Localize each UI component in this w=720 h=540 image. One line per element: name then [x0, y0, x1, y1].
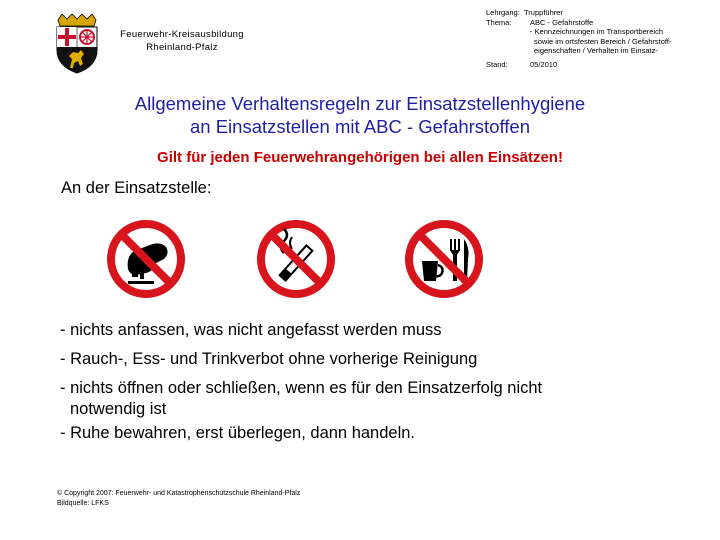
section-heading: An der Einsatzstelle: [61, 179, 212, 197]
rule-item-continuation: notwendig ist [70, 400, 167, 418]
topic-line: - Kennzeichnungen im Transportbereich [530, 27, 663, 37]
status-value: 05/2010 [530, 59, 558, 69]
rlp-coat-of-arms-icon [52, 14, 102, 74]
topic-line: ABC - Gefahrstoffe [530, 17, 594, 27]
title-line-1: Allgemeine Verhaltensregeln zur Einsatzstellenhygiene [134, 93, 586, 114]
rule-item: - nichts öffnen oder schließen, wenn es für den Einsatzerfolg nicht [60, 379, 543, 397]
footer [57, 489, 300, 509]
course-value: Truppführer [524, 8, 563, 17]
org-line-2: Rheinland-Pfalz [146, 42, 218, 53]
subtitle: Gilt für jeden Feuerwehrangehörigen bei allen Einsätzen! [157, 149, 563, 166]
rule-item: - Ruhe bewahren, erst überlegen, dann handeln. [60, 424, 415, 442]
topic-line: eigenschaften / Verhalten im Einsatz- [534, 46, 658, 56]
do-not-touch-icon [106, 219, 186, 299]
page-title [40, 92, 680, 138]
title-line-2: an Einsatzstellen mit ABC - Gefahrstoffen [189, 116, 531, 137]
rule-item: - nichts anfassen, was nicht angefasst werden muss [60, 321, 442, 339]
course-meta [486, 8, 714, 70]
status-label: Stand: [486, 59, 508, 69]
org-line-1: Feuerwehr-Kreisausbildung [120, 29, 244, 40]
course-label: Lehrgang: [486, 8, 520, 17]
topic-line: sowie im ortsfesten Bereich / Gefahrstoff- [534, 36, 672, 46]
no-eating-drinking-icon [404, 219, 484, 299]
image-source: Bildquelle: LFKS [57, 500, 109, 507]
copyright: © Copyright 2007: Feuerwehr- und Katastrophenschutzschule Rheinland-Pfalz [57, 490, 301, 497]
topic-label: Thema: [486, 17, 512, 27]
rule-item: - Rauch-, Ess- und Trinkverbot ohne vorherige Reinigung [60, 350, 478, 368]
organization-name [108, 28, 256, 54]
no-smoking-icon [256, 219, 336, 299]
